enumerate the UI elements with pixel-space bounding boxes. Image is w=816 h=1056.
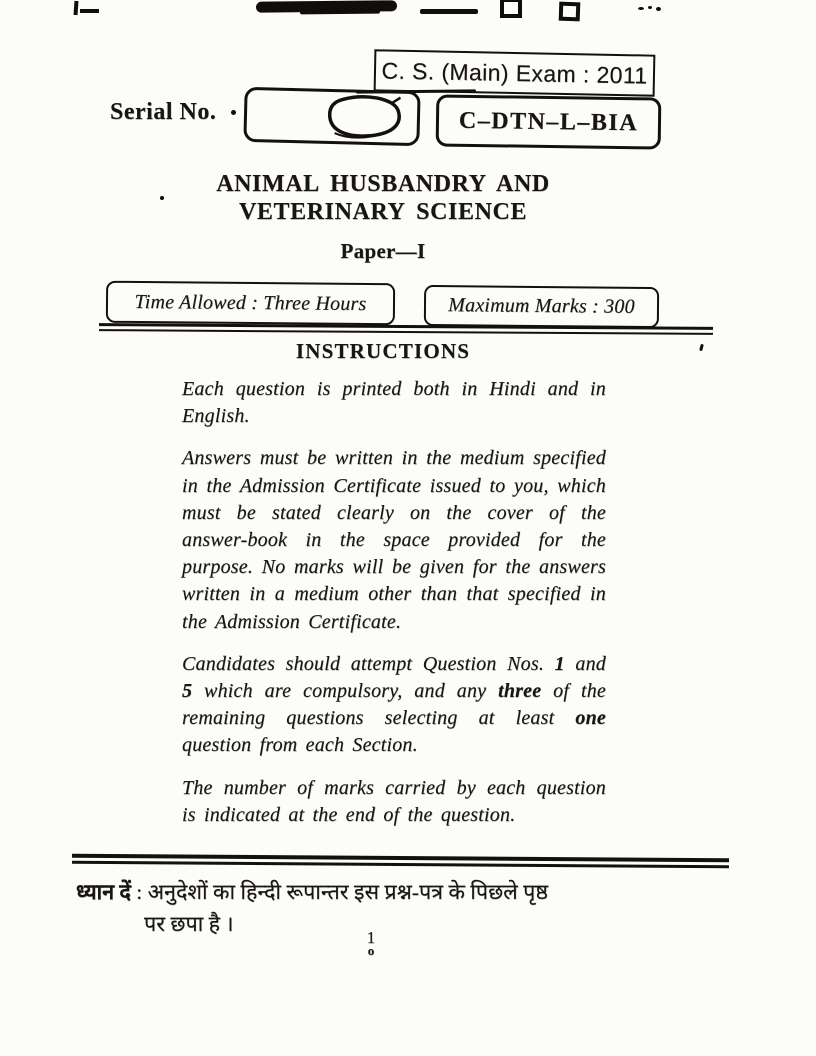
horizontal-rule-bottom	[72, 854, 729, 868]
scan-artifact	[559, 2, 581, 22]
scan-artifact	[231, 110, 236, 115]
hindi-footnote-label: ध्यान दें	[76, 880, 131, 904]
paper-title	[0, 170, 766, 226]
scan-artifact	[638, 7, 644, 10]
paper-code-box	[436, 94, 662, 149]
paper-title-line2: VETERINARY SCIENCE	[238, 199, 528, 225]
paper-number: Paper—I	[340, 239, 426, 263]
instructions-paragraphs	[182, 376, 606, 844]
page-number-value: 1	[366, 928, 376, 947]
scan-artifact	[74, 1, 79, 15]
hindi-footnote-line1	[76, 876, 736, 908]
time-allowed-label: Time Allowed : Three Hours	[134, 290, 367, 315]
exam-year-box	[374, 49, 656, 96]
scan-artifact	[500, 0, 522, 18]
handwritten-scribble	[246, 90, 417, 143]
instruction-paragraph: The number of marks carried by each question is indicated at the end of the question.	[182, 776, 606, 826]
exam-year-label: C. S. (Main) Exam : 2011	[381, 56, 648, 89]
scan-artifact	[656, 7, 661, 11]
scan-artifact	[420, 9, 478, 14]
scan-artifact	[648, 6, 652, 9]
hindi-footnote	[76, 876, 736, 940]
serial-number-label: Serial No.	[110, 99, 217, 125]
instruction-paragraph: Candidates should attempt Question Nos. 1 and 5 which are compulsory, and any three of the remaining questions selecting at least one question from each Section.	[182, 652, 606, 757]
instruction-paragraph: Answers must be written in the medium specified in the Admission Certificate issued to you, which must be stated clearly on the cover of the answer-book in the space provided for the purpose. No marks will be given for the answers written in a medium other than that specified in the Admission Certificate.	[182, 447, 606, 633]
maximum-marks-box	[424, 285, 659, 328]
hindi-footnote-line2: पर छपा है ।	[144, 912, 234, 936]
scan-artifact	[80, 9, 99, 13]
page-number	[356, 929, 386, 957]
hindi-footnote-text: अनुदेशों का हिन्दी रूपान्तर इस प्रश्न-पत्र के पिछले पृष्ठ	[147, 880, 548, 904]
maximum-marks-label: Maximum Marks : 300	[448, 294, 635, 318]
paper-code-label: C–DTN–L–BIA	[458, 107, 639, 136]
instruction-paragraph: Each question is printed both in Hindi and in English.	[182, 378, 606, 428]
paper-title-line1: ANIMAL HUSBANDRY AND	[216, 171, 550, 197]
hindi-footnote-separator: :	[130, 880, 148, 904]
serial-number-box	[243, 87, 420, 146]
time-allowed-box	[106, 281, 395, 326]
page-number-sub-mark: o	[367, 943, 375, 958]
instructions-heading: INSTRUCTIONS	[295, 339, 471, 363]
scan-artifact	[300, 10, 380, 15]
